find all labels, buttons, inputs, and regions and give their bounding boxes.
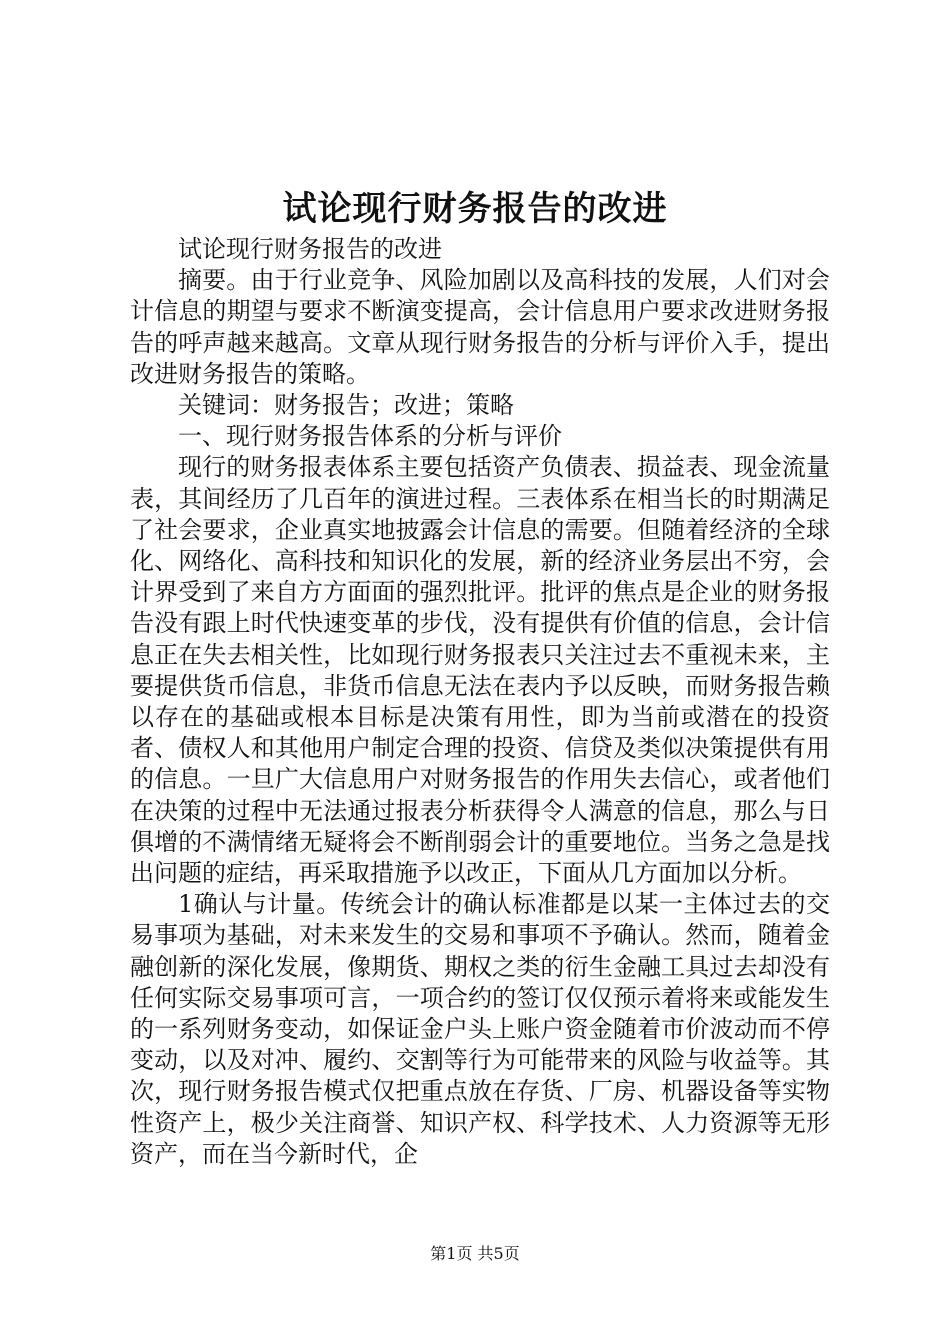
section-heading: 一、现行财务报告体系的分析与评价 bbox=[178, 422, 562, 451]
paragraph-heading-repeat: 试论现行财务报告的改进 bbox=[178, 235, 442, 263]
paragraph-body: 1确认与计量。传统会计的确认标准都是以某一主体过去的交易事项为基础，对未来发生的交易和事项不予确认。然而，随着金融创新的深化发展，像期货、期权之类的衍生金融工具过去却没有任何实际交易事项可言，一项合约的签订仅仅预示着将来或能发生的一系列财务变动，如保证金户头上账户资金随着市价波动而不停变动，以及对冲、履约、交割等行为可能带来的风险与收益等。其次，现行财务报告模式仅把重点放在存货、厂房、机器设备等实物性资产上，极少关注商誉、知识产权、科学技术、人力资源等无形资产，而在当今新时代，企 bbox=[130, 890, 830, 1168]
paragraph-keywords: 关键词：财务报告；改进；策略 bbox=[178, 391, 514, 420]
paragraph-body: 现行的财务报表体系主要包括资产负债表、损益表、现金流量表，其间经历了几百年的演进过程。三表体系在相当长的时期满足了社会要求，企业真实地披露会计信息的需要。但随着经济的全球化、网络化、高科技和知识化的发展，新的经济业务层出不穷，会计界受到了来自方方面面的强烈批评。批评的焦点是企业的财务报告没有跟上时代快速变革的步伐，没有提供有价值的信息，会计信息正在失去相关性，比如现行财务报表只关注过去不重视未来，主要提供货币信息，非货币信息无法在表内予以反映，而财务报告赖以存在的基础或根本目标是决策有用性，即为当前或潜在的投资者、债权人和其他用户制定合理的投资、信贷及类似决策提供有用的信息。一旦广大信息用户对财务报告的作用失去信心，或者他们在决策的过程中无法通过报表分析获得令人满意的信息，那么与日俱增的不满情绪无疑将会不断削弱会计的重要地位。当务之急是找出问题的症结，再采取措施予以改正，下面从几方面加以分析。 bbox=[130, 453, 830, 888]
page-footer: 第1页 共5页 bbox=[430, 1244, 520, 1263]
document-body bbox=[130, 234, 830, 1170]
document-title: 试论现行财务报告的改进 bbox=[282, 189, 668, 229]
paragraph-abstract: 摘要。由于行业竞争、风险加剧以及高科技的发展，人们对会计信息的期望与要求不断演变提高，会计信息用户要求改进财务报告的呼声越来越高。文章从现行财务报告的分析与评价入手，提出改进财务报告的策略。 bbox=[130, 266, 830, 388]
